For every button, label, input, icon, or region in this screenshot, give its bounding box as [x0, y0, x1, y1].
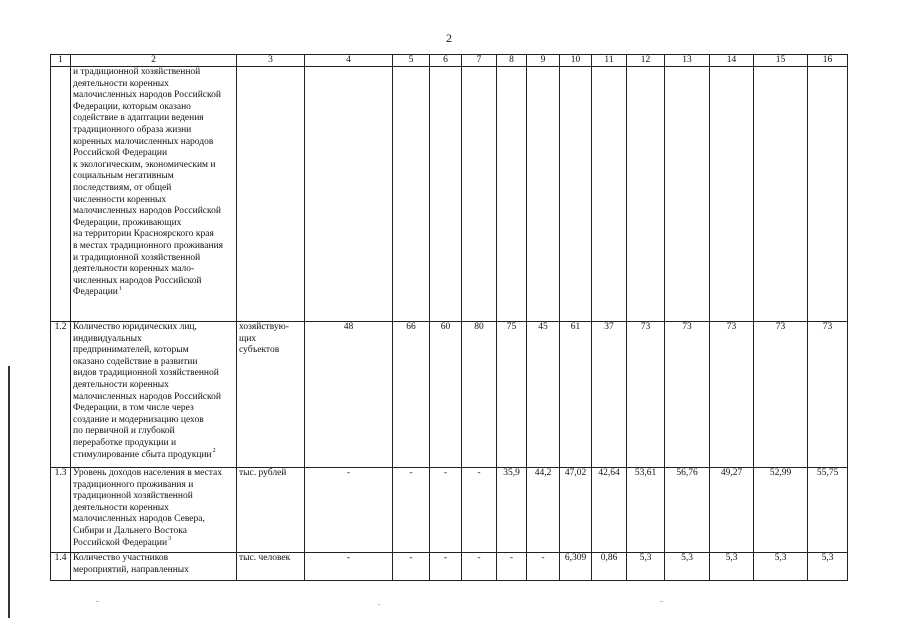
value-cell: -: [462, 468, 497, 553]
value-cell: [527, 67, 560, 322]
value-cell: 75: [497, 322, 527, 468]
value-cell: 47,02: [560, 468, 592, 553]
value-cell: -: [430, 468, 462, 553]
column-number-cell: 1: [51, 55, 71, 67]
value-cell: 55,75: [808, 468, 848, 553]
value-cell: 5,3: [710, 553, 754, 581]
value-cell: -: [305, 468, 393, 553]
value-cell: 5,3: [808, 553, 848, 581]
value-cell: [665, 67, 710, 322]
table-row: [51, 322, 848, 468]
scan-artifact: [660, 601, 663, 602]
scan-artifact: [96, 601, 99, 602]
value-cell: -: [393, 553, 430, 581]
value-cell: 73: [710, 322, 754, 468]
column-number-cell: 7: [462, 55, 497, 67]
column-number-cell: 11: [592, 55, 627, 67]
value-cell: 44,2: [527, 468, 560, 553]
indicator-number: 1.3: [51, 468, 71, 553]
indicator-table: [50, 54, 848, 581]
value-cell: 73: [665, 322, 710, 468]
value-cell: 61: [560, 322, 592, 468]
value-cell: 53,61: [627, 468, 665, 553]
indicator-description-text: Количество юридических лиц, индивидуальных предпринимателей, которым оказано содействие в развитии видов традиционной хозяйственной деятельности коренных малочисленных народов Российской Федерации, в том числе через создание и модернизацию цехов по первичной и глубокой переработке продукции и стимулирование сбыта продукции: [73, 322, 221, 460]
value-cell: 35,9: [497, 468, 527, 553]
scan-margin-line: [8, 366, 10, 618]
value-cell: 49,27: [710, 468, 754, 553]
value-cell: 5,3: [627, 553, 665, 581]
value-cell: -: [393, 468, 430, 553]
value-cell: [393, 67, 430, 322]
value-cell: [430, 67, 462, 322]
value-cell: [560, 67, 592, 322]
column-number-row: [51, 55, 848, 67]
page-number: 2: [446, 31, 452, 45]
scan-artifact: [378, 604, 380, 605]
column-number-cell: 4: [305, 55, 393, 67]
indicator-description: [71, 322, 237, 468]
value-cell: 6,309: [560, 553, 592, 581]
column-number-cell: 2: [71, 55, 237, 67]
value-cell: 48: [305, 322, 393, 468]
column-number-cell: 16: [808, 55, 848, 67]
value-cell: 73: [808, 322, 848, 468]
indicator-number: 1.2: [51, 322, 71, 468]
unit-of-measure: тыс. рублей: [237, 468, 305, 553]
value-cell: [627, 67, 665, 322]
value-cell: -: [462, 553, 497, 581]
footnote-marker: 2: [212, 448, 216, 455]
indicator-description-text: и традиционной хозяйственной деятельности коренных малочисленных народов Российской Федерации, которым оказано содействие в адаптации ведения традиционного образа жизни коренных малочисленных народов Российской Федерации к экологическим, экономическим и социальным негативным последствиям, от общей численности коренных малочисленных народов Российской Федерации, проживающих на территории Красноярского края в местах традиционного проживания и традиционной хозяйственной деятельности коренных мало- численных народов Российской Федерации: [73, 67, 224, 298]
column-number-cell: 5: [393, 55, 430, 67]
value-cell: -: [497, 553, 527, 581]
value-cell: 80: [462, 322, 497, 468]
indicator-description-text: Количество участников мероприятий, направленных: [73, 553, 189, 575]
unit-of-measure: тыс. человек: [237, 553, 305, 581]
value-cell: [592, 67, 627, 322]
indicator-number: 1.4: [51, 553, 71, 581]
value-cell: 66: [393, 322, 430, 468]
column-number-cell: 13: [665, 55, 710, 67]
indicator-description-text: Уровень доходов населения в местах традиционного проживания и традиционной хозяйственной деятельности коренных малочисленных народов Севера, Сибири и Дальнего Востока Российской Федерации: [73, 468, 222, 548]
column-number-cell: 6: [430, 55, 462, 67]
value-cell: 5,3: [754, 553, 808, 581]
value-cell: 56,76: [665, 468, 710, 553]
value-cell: 73: [754, 322, 808, 468]
column-number-cell: 10: [560, 55, 592, 67]
value-cell: -: [430, 553, 462, 581]
indicator-description: [71, 553, 237, 581]
unit-of-measure: хозяйствую- щих субъектов: [237, 322, 305, 468]
value-cell: 42,64: [592, 468, 627, 553]
table-row: [51, 67, 848, 322]
indicator-description: [71, 468, 237, 553]
column-number-cell: 15: [754, 55, 808, 67]
value-cell: 45: [527, 322, 560, 468]
value-cell: [710, 67, 754, 322]
value-cell: 0,86: [592, 553, 627, 581]
value-cell: [754, 67, 808, 322]
unit-of-measure: [237, 67, 305, 322]
value-cell: 73: [627, 322, 665, 468]
value-cell: -: [305, 553, 393, 581]
value-cell: 5,3: [665, 553, 710, 581]
value-cell: [305, 67, 393, 322]
column-number-cell: 3: [237, 55, 305, 67]
column-number-cell: 9: [527, 55, 560, 67]
value-cell: [497, 67, 527, 322]
value-cell: 60: [430, 322, 462, 468]
table-row: [51, 468, 848, 553]
footnote-marker: 3: [168, 536, 172, 543]
column-number-cell: 8: [497, 55, 527, 67]
column-number-cell: 14: [710, 55, 754, 67]
value-cell: 37: [592, 322, 627, 468]
value-cell: [808, 67, 848, 322]
indicator-number: [51, 67, 71, 322]
value-cell: 52,99: [754, 468, 808, 553]
footnote-marker: 1: [118, 286, 122, 293]
column-number-cell: 12: [627, 55, 665, 67]
table-row: [51, 553, 848, 581]
value-cell: -: [527, 553, 560, 581]
value-cell: [462, 67, 497, 322]
indicator-description: [71, 67, 237, 322]
